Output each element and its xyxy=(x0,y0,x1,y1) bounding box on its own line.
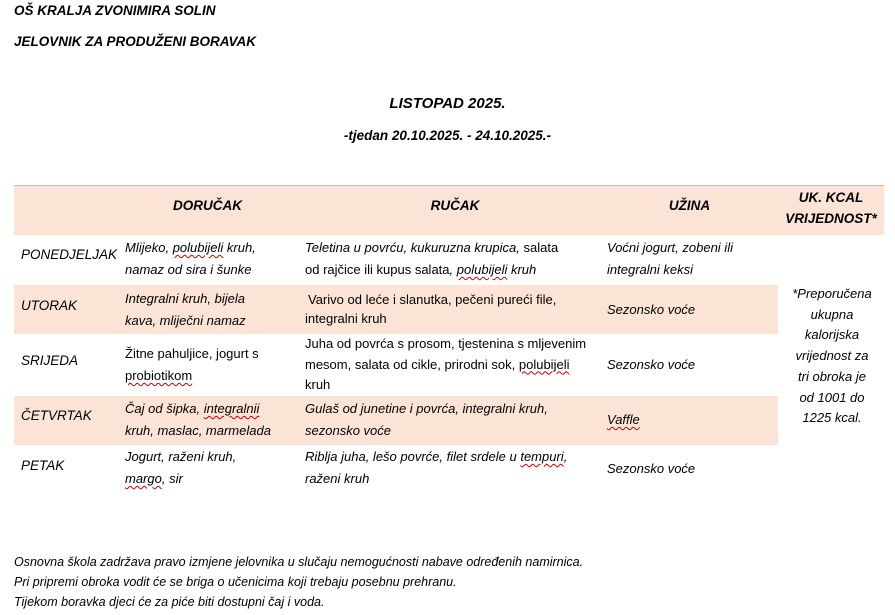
text-line: Juha od povrća s prosom, tjestenina s mljevenim xyxy=(305,336,587,351)
snack-cell xyxy=(607,458,777,480)
text-line: integralni kruh xyxy=(305,311,387,326)
school-name: OŠ KRALJA ZVONIMIRA SOLIN xyxy=(14,3,216,18)
text-span: , sir xyxy=(161,471,183,486)
kcal-note-line: ukupna xyxy=(810,306,854,322)
footer-note-3: Tijekom boravka djeci će za piće biti dostupni čaj i voda. xyxy=(14,595,325,609)
column-header-kcal xyxy=(778,187,884,229)
text-span: kruh, xyxy=(223,240,256,255)
day-label: PETAK xyxy=(21,458,65,473)
breakfast-cell xyxy=(125,343,300,387)
lunch-cell xyxy=(305,446,605,490)
text-line: Sezonsko voće xyxy=(607,302,696,317)
spellcheck-word: probiotikom xyxy=(125,368,193,383)
text-span: mesom, salata od cikle, prirodni sok, xyxy=(305,356,519,372)
snack-cell xyxy=(607,354,777,376)
snack-cell xyxy=(607,409,777,431)
footer-note-1: Osnovna škola zadržava pravo izmjene jelovnika u slučaju nemogućnosti nabave određenih namirnica. xyxy=(14,555,584,569)
lunch-cell xyxy=(305,334,605,396)
text-line: Jogurt, raženi kruh, xyxy=(125,449,237,464)
kcal-note-line: od 1001 do xyxy=(799,389,865,405)
breakfast-cell xyxy=(125,398,300,442)
spellcheck-word: polubijeli xyxy=(172,240,224,255)
footer-note-2: Pri pripremi obroka vodit će se briga o učenicima koji trebaju posebnu prehranu. xyxy=(14,575,457,589)
lunch-cell xyxy=(305,237,605,281)
text-line: kruh xyxy=(305,377,331,392)
text-span: Mlijeko, xyxy=(125,240,173,255)
text-span: , xyxy=(563,449,568,464)
text-span: od rajčice ili kupus salata xyxy=(305,262,450,277)
text-line: Sezonsko voće xyxy=(607,357,696,372)
column-header-kcal-line2: VRIJEDNOST* xyxy=(785,211,877,226)
text-line: Sezonsko voće xyxy=(607,461,696,476)
kcal-note-line: vrijednost za xyxy=(795,348,869,364)
week-range: -tjedan 20.10.2025. - 24.10.2025.- xyxy=(343,128,552,143)
column-header-lunch: RUČAK xyxy=(430,198,480,213)
spellcheck-word: polubijeli xyxy=(518,356,570,372)
day-label: UTORAK xyxy=(21,298,78,313)
spellcheck-word: tempuri xyxy=(520,449,564,464)
text-line: Žitne pahuljice, jogurt s xyxy=(125,346,259,361)
kcal-note-line: kalorijska xyxy=(804,327,860,343)
column-header-kcal-line1: UK. KCAL xyxy=(798,190,864,205)
breakfast-cell xyxy=(125,288,300,332)
text-span: Teletina u povrću, kukuruzna krupica, xyxy=(305,240,524,255)
text-line: integralni keksi xyxy=(607,262,693,277)
kcal-note-line: 1225 kcal. xyxy=(802,410,862,426)
month-title: LISTOPAD 2025. xyxy=(389,95,506,112)
day-label: SRIJEDA xyxy=(21,353,79,368)
text-line: Gulaš od junetine i povrća, integralni kruh, xyxy=(305,401,548,416)
text-line: namaz od sira i šunke xyxy=(125,262,252,277)
text-span: salata xyxy=(523,240,559,255)
text-line: Integralni kruh, bijela xyxy=(125,291,245,306)
kcal-note-line: *Preporučena xyxy=(792,286,872,301)
spellcheck-word: Vaffle xyxy=(607,412,640,427)
spellcheck-word: integralnii xyxy=(203,401,260,416)
spellcheck-word: margo xyxy=(125,471,162,486)
text-line: sezonsko voće xyxy=(305,423,391,438)
breakfast-cell xyxy=(125,446,300,490)
text-line: raženi kruh xyxy=(305,471,370,486)
text-span: , xyxy=(449,262,457,277)
lunch-cell xyxy=(305,290,608,328)
column-header-snack: UŽINA xyxy=(668,198,711,213)
text-span: kruh xyxy=(507,262,537,277)
text-span: Riblja juha, lešo povrće, filet srdele u xyxy=(305,449,521,464)
breakfast-cell xyxy=(125,237,300,281)
text-line: Voćni jogurt, zobeni ili xyxy=(607,240,733,255)
snack-cell xyxy=(607,237,777,281)
text-line: Varivo od leće i slanutka, pečeni pureći file, xyxy=(308,292,557,307)
kcal-note-line: tri obroka je xyxy=(798,368,866,384)
day-label: PONEDJELJAK xyxy=(21,247,118,262)
lunch-cell xyxy=(305,398,605,442)
menu-title: JELOVNIK ZA PRODUŽENI BORAVAK xyxy=(14,34,257,49)
day-label: ČETVRTAK xyxy=(21,408,92,423)
column-header-breakfast: DORUČAK xyxy=(173,198,242,213)
snack-cell xyxy=(607,299,777,321)
spellcheck-word: polubijeli xyxy=(456,262,508,277)
text-line: kava, mliječni namaz xyxy=(125,313,246,328)
kcal-note xyxy=(782,284,882,429)
text-line: kruh, maslac, marmelada xyxy=(125,423,271,438)
text-span: Čaj od šipka, xyxy=(125,401,204,416)
